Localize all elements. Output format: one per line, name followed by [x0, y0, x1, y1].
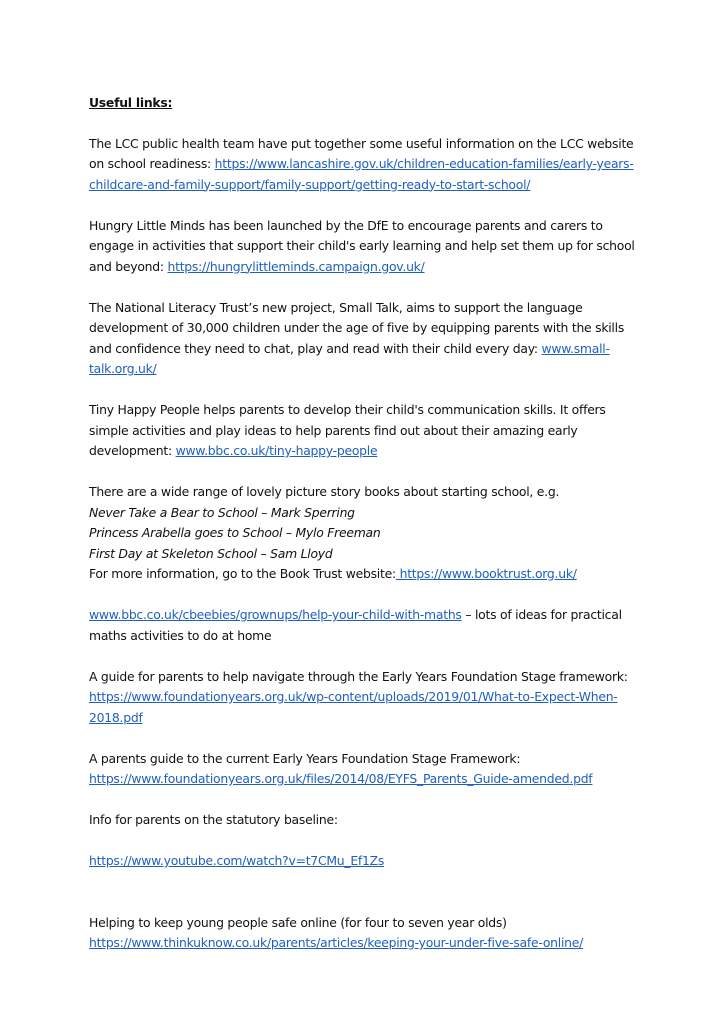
eyfs-paragraph [89, 749, 641, 790]
hungry-text: Hungry Little Minds has been launched by the DfE to encourage parents and carers to engage in activities that support their child's early learning and help set them up for school and beyond: [89, 217, 635, 274]
booktrust-link[interactable]: https://www.booktrust.org.uk/ [395, 566, 577, 581]
book-title-2: Princess Arabella goes to School – Mylo Freeman [89, 525, 381, 540]
maths-link[interactable]: www.bbc.co.uk/cbeebies/grownups/help-your-child-with-maths [89, 607, 462, 622]
page-heading: Useful links: [89, 95, 173, 110]
online-link[interactable]: https://www.thinkuknow.co.uk/parents/articles/keeping-your-under-five-safe-online/ [89, 935, 584, 950]
lcc-paragraph [89, 134, 641, 196]
books-intro: There are a wide range of lovely picture story books about starting school, e.g. [89, 484, 560, 499]
books-paragraph [89, 482, 641, 585]
lcc-link[interactable]: https://www.lancashire.gov.uk/children-education-families/early-years-childcare-and-family-support/family-support/getting-ready-to-start-school/ [89, 156, 634, 192]
small-talk-text: The National Literacy Trust’s new project, Small Talk, aims to support the language development of 30,000 children under the age of five by equipping parents with the skills and confidence they need to chat, play and read with their child every day: [89, 299, 625, 356]
guide-paragraph [89, 667, 641, 729]
tiny-happy-text: Tiny Happy People helps parents to develop their child's communication skills. It offers simple activities and play ideas to help parents find out about their amazing early development: [89, 402, 606, 458]
tiny-happy-link[interactable]: www.bbc.co.uk/tiny-happy-people [175, 443, 378, 458]
tiny-happy-paragraph [89, 400, 641, 462]
online-paragraph [89, 933, 641, 954]
eyfs-link[interactable]: https://www.foundationyears.org.uk/files/2014/08/EYFS_Parents_Guide-amended.pdf [89, 771, 593, 786]
eyfs-text: A parents guide to the current Early Years Foundation Stage Framework: [89, 750, 521, 766]
baseline-text: Info for parents on the statutory baseline: [89, 812, 338, 827]
guide-link[interactable]: https://www.foundationyears.org.uk/wp-content/uploads/2019/01/What-to-Expect-When-2018.pdf [89, 689, 618, 725]
books-more-text: For more information, go to the Book Trust website: [89, 566, 396, 581]
lcc-text: The LCC public health team have put together some useful information on the LCC website on school readiness: [89, 135, 634, 171]
maths-paragraph [89, 605, 641, 646]
book-title-1: Never Take a Bear to School – Mark Sperring [89, 504, 355, 520]
baseline-link[interactable]: https://www.youtube.com/watch?v=t7CMu_Ef1Zs [89, 853, 385, 868]
hungry-paragraph [89, 216, 641, 278]
small-talk-paragraph [89, 298, 641, 380]
online-text: Helping to keep young people safe online (for four to seven year olds) [89, 914, 507, 930]
book-title-3: First Day at Skeleton School – Sam Lloyd [89, 545, 333, 561]
guide-text: A guide for parents to help navigate through the Early Years Foundation Stage framework: [89, 668, 628, 684]
hungry-link[interactable]: https://hungrylittleminds.campaign.gov.uk/ [167, 258, 425, 274]
small-talk-link[interactable]: www.small-talk.org.uk/ [89, 340, 610, 376]
maths-text: – lots of ideas for practical maths activities to do at home [89, 607, 622, 643]
document-content [89, 93, 641, 954]
baseline-paragraph [89, 851, 641, 872]
